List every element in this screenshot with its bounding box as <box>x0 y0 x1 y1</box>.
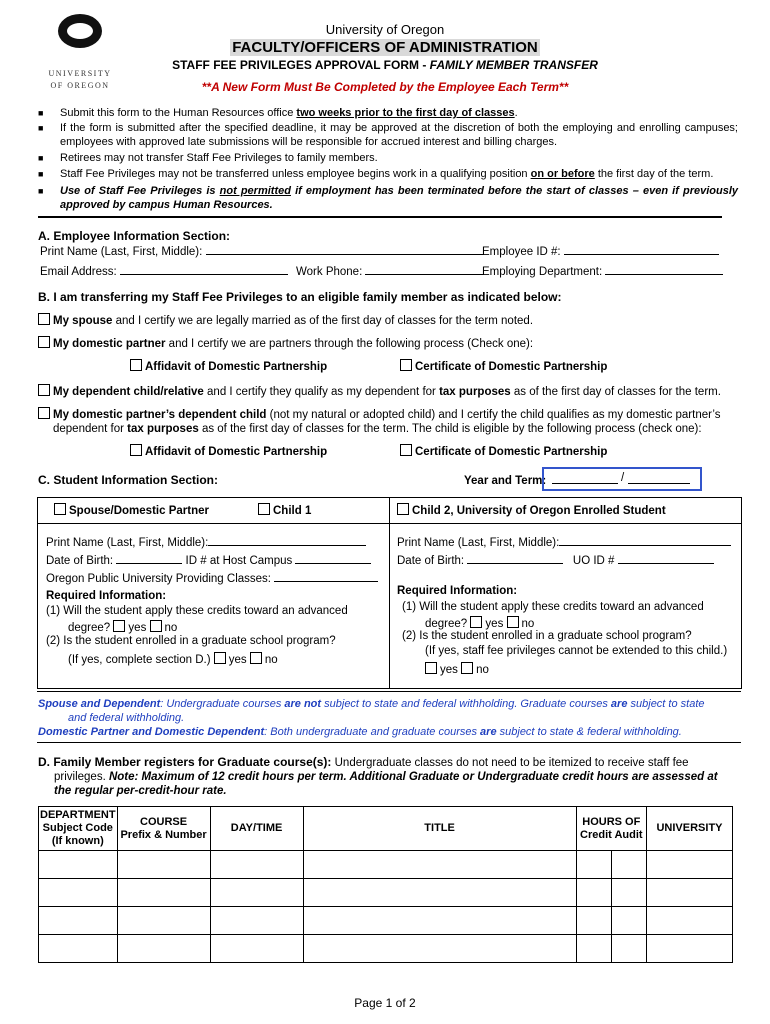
section-a-heading: A. Employee Information Section: <box>38 229 231 243</box>
dep-text2: as of the first day of classes for the term. <box>510 386 721 398</box>
child1-checkbox[interactable] <box>258 503 270 515</box>
left-q2-no-checkbox[interactable] <box>250 652 262 664</box>
left-q1: (1) Will the student apply these credits toward an advanced <box>46 605 348 617</box>
cell[interactable] <box>303 851 576 879</box>
year-term-label: Year and Term: <box>464 475 547 487</box>
d-text3: the regular per-credit-hour rate. <box>54 785 227 797</box>
left-print-name <box>46 537 366 549</box>
logo-line1: UNIVERSITY <box>48 69 112 78</box>
bullet-2: ■ If the form is submitted after the specified deadline, it may be approved at the discretion of both the employing and enrolling campuses; employees with approved late submissions will be responsible for accrued interest and billing charges. <box>38 122 738 148</box>
b1-bold: two weeks prior to the first day of classes <box>296 107 515 119</box>
left-required: Required Information: <box>46 590 167 602</box>
d-text2b: Note: Maximum of 12 credit hours per term. Additional Graduate or Undergraduate credit hours are assessed at <box>108 771 718 783</box>
year-term-input[interactable] <box>542 467 702 491</box>
cell[interactable] <box>39 935 118 963</box>
spouse-checkbox[interactable] <box>38 313 50 325</box>
w-l2: and federal withholding. <box>68 712 185 724</box>
university-name: University of Oregon <box>325 22 445 37</box>
bullet-5: ■ Use of Staff Fee Privileges is not permitted if employment has been terminated before the start of classes – even if previously approved by campus Human Resources. <box>38 185 739 211</box>
dp-certificate-label: Certificate of Domestic Partnership <box>415 361 608 373</box>
cell[interactable] <box>647 851 733 879</box>
subtitle-italic: FAMILY MEMBER TRANSFER <box>429 58 598 72</box>
spouse-text: and I certify we are legally married as of the first day of classes for the term noted. <box>112 315 534 327</box>
right-q2: (2) Is the student enrolled in a graduate school program? <box>402 630 692 642</box>
left-q2-no: no <box>264 654 278 666</box>
d-text2: privileges. <box>54 771 109 783</box>
left-q2-yes-checkbox[interactable] <box>214 652 226 664</box>
cell[interactable] <box>39 879 118 907</box>
right-dob <box>397 555 714 567</box>
cell[interactable] <box>647 907 733 935</box>
w-l3b: : Both undergraduate and graduate courses <box>264 726 481 738</box>
left-q1-yes: yes <box>128 622 147 634</box>
col-child2 <box>397 503 666 517</box>
table-row <box>39 879 733 907</box>
left-print-name-label: Print Name (Last, First, Middle): <box>46 537 209 549</box>
cell[interactable] <box>210 907 303 935</box>
dp-text: and I certify we are partners through the following process (Check one): <box>165 338 534 350</box>
child-affidavit-checkbox[interactable] <box>130 444 142 456</box>
dependent-checkbox[interactable] <box>38 384 50 396</box>
right-q1-answer <box>425 616 534 630</box>
right-q1-no: no <box>521 618 535 630</box>
th-university: UNIVERSITY <box>647 807 733 851</box>
col-spouse <box>54 503 209 517</box>
cell[interactable] <box>39 907 118 935</box>
cell[interactable] <box>611 851 646 879</box>
dp-child-checkbox[interactable] <box>38 407 50 419</box>
withholding-bottom-rule <box>37 742 741 743</box>
right-q1-yes: yes <box>485 618 504 630</box>
dep-bold2: tax purposes <box>439 386 511 398</box>
col-child1-label: Child 1 <box>273 505 312 517</box>
th-hours <box>576 807 646 851</box>
left-q1-no: no <box>164 622 178 634</box>
department-row <box>482 266 723 278</box>
page-title <box>0 39 770 56</box>
left-q1-degree: degree? <box>68 622 111 634</box>
dpc-bold: My domestic partner’s dependent child <box>53 409 267 421</box>
cell[interactable] <box>117 907 210 935</box>
right-q2-yes-checkbox[interactable] <box>425 662 437 674</box>
b2-text: If the form is submitted after the specified deadline, it may be approved at the discretion of both the employing and enrolling campuses; employees with approved late submissions will be responsible for accrued interest and billing charges. <box>60 122 738 148</box>
spouse-option <box>38 313 533 327</box>
child-certificate-label: Certificate of Domestic Partnership <box>415 446 608 458</box>
print-name-label: Print Name (Last, First, Middle): <box>40 246 203 258</box>
print-name-field[interactable] <box>206 254 484 255</box>
th-title: TITLE <box>303 807 576 851</box>
left-print-name-field[interactable] <box>208 545 366 546</box>
right-print-name-field[interactable] <box>559 545 731 546</box>
left-dob <box>46 555 371 567</box>
w-dp-dependent: Domestic Partner and Domestic Dependent <box>38 726 265 738</box>
th-dept-1: DEPARTMENT <box>40 809 116 821</box>
oregon-pub-row <box>46 573 378 585</box>
right-dob-label: Date of Birth: <box>397 555 465 567</box>
uo-id-field[interactable] <box>618 563 714 564</box>
th-course-1: COURSE <box>140 815 188 828</box>
cell[interactable] <box>117 851 210 879</box>
left-q2-note: (If yes, complete section D.) <box>68 654 211 666</box>
dpc-bold2: tax purposes <box>127 423 199 435</box>
left-q2: (2) Is the student enrolled in a graduate school program? <box>46 635 336 647</box>
right-print-name-label: Print Name (Last, First, Middle): <box>397 537 560 549</box>
cell[interactable] <box>576 907 611 935</box>
col-spouse-label: Spouse/Domestic Partner <box>69 505 209 517</box>
b5-pre: Use of Staff Fee Privileges is <box>60 185 220 197</box>
dpc-text2: dependent for <box>53 423 128 435</box>
print-name-row <box>40 246 484 258</box>
left-q2-answer <box>68 652 278 666</box>
right-required: Required Information: <box>397 585 518 597</box>
dp-affidavit-label: Affidavit of Domestic Partnership <box>145 361 328 373</box>
student-box-divider-h <box>37 523 741 524</box>
year-field[interactable] <box>552 483 618 484</box>
left-dob-label: Date of Birth: <box>46 555 114 567</box>
cell[interactable] <box>39 851 118 879</box>
cell[interactable] <box>611 907 646 935</box>
section-b-heading: B. I am transferring my Staff Fee Privileges to an eligible family member as indicated below: <box>38 290 562 304</box>
left-q1-yes-checkbox[interactable] <box>113 620 125 632</box>
b3-text: Retirees may not transfer Staff Fee Privileges to family members. <box>60 152 378 164</box>
spouse-bold: My spouse <box>53 315 113 327</box>
dp-certificate-checkbox[interactable] <box>400 359 412 371</box>
cell[interactable] <box>611 879 646 907</box>
section-d-heading: D. Family Member registers for Graduate course(s): <box>38 755 332 769</box>
table-row <box>39 935 733 963</box>
right-q2-answer <box>425 662 489 676</box>
b4-pre: Staff Fee Privileges may not be transferred unless employee begins work in a qualifying position <box>60 168 531 180</box>
th-dept-3: (If known) <box>51 835 104 847</box>
th-department <box>39 807 118 851</box>
child-affidavit-option <box>130 444 327 458</box>
email-label: Email Address: <box>40 266 117 278</box>
w-l3d: subject to state & federal withholding. <box>496 726 682 738</box>
child-certificate-checkbox[interactable] <box>400 444 412 456</box>
right-q2-no-checkbox[interactable] <box>461 662 473 674</box>
section-d-intro <box>38 755 738 798</box>
right-q1: (1) Will the student apply these credits toward an advanced <box>402 601 704 613</box>
dpc-text1: (not my natural or adopted child) and I certify the child qualifies as my domestic partner’s <box>266 409 721 421</box>
domestic-partner-option <box>38 336 533 350</box>
th-hours-2: Credit Audit <box>580 828 643 841</box>
dp-certificate-option <box>400 359 607 373</box>
email-field[interactable] <box>120 274 288 275</box>
left-dob-field[interactable] <box>116 563 182 564</box>
th-hours-1: HOURS OF <box>582 815 641 828</box>
b4-bold: on or before <box>530 168 595 180</box>
child-certificate-option <box>400 444 607 458</box>
cell[interactable] <box>576 935 611 963</box>
cell[interactable] <box>576 879 611 907</box>
b5-post: if employment has been terminated before the start of classes – even if previously approved by campus Human Resources. <box>60 185 739 211</box>
work-phone-field[interactable] <box>365 274 483 275</box>
cell[interactable] <box>210 935 303 963</box>
dpc-text3: as of the first day of classes for the term. The child is eligible by the following process (check one): <box>198 423 702 435</box>
dp-bold: My domestic partner <box>53 338 166 350</box>
w-are-2: are <box>480 726 497 738</box>
col-child1 <box>258 503 311 517</box>
right-print-name <box>397 537 731 549</box>
email-row <box>40 266 288 278</box>
w-l1f: subject to state <box>627 698 705 710</box>
right-q1-no-checkbox[interactable] <box>507 616 519 628</box>
oregon-pub-field[interactable] <box>274 581 378 582</box>
left-q2-yes: yes <box>228 654 247 666</box>
course-table <box>38 806 733 963</box>
table-row <box>39 907 733 935</box>
cell[interactable] <box>117 879 210 907</box>
cell[interactable] <box>210 879 303 907</box>
id-host-field[interactable] <box>295 563 371 564</box>
dep-text1: and I certify they qualify as my dependent for <box>203 386 440 398</box>
work-phone-label: Work Phone: <box>296 266 363 278</box>
department-field[interactable] <box>605 274 723 275</box>
cell[interactable] <box>303 907 576 935</box>
form-subtitle <box>0 58 770 72</box>
w-l1d: subject to state and federal withholding. Graduate courses <box>321 698 611 710</box>
w-l1b: : Undergraduate courses <box>160 698 285 710</box>
cell[interactable] <box>647 879 733 907</box>
oregon-pub-label: Oregon Public University Providing Classes: <box>46 573 271 585</box>
th-dept-2: Subject Code <box>42 822 113 834</box>
notice: **A New Form Must Be Completed by the Employee Each Term** <box>201 80 569 94</box>
right-q2-note: (If yes, staff fee privileges cannot be extended to this child.) <box>425 645 728 657</box>
right-dob-field[interactable] <box>467 563 563 564</box>
dp-affidavit-option <box>130 359 327 373</box>
withholding-top-rule <box>37 691 741 692</box>
dep-bold: My dependent child/relative <box>53 386 204 398</box>
th-course <box>117 807 210 851</box>
left-q1-no-checkbox[interactable] <box>150 620 162 632</box>
employee-id-label: Employee ID #: <box>482 246 561 258</box>
work-phone-row <box>296 266 483 278</box>
cell[interactable] <box>117 935 210 963</box>
left-q1-answer <box>68 620 177 634</box>
department-label: Employing Department: <box>482 266 603 278</box>
right-q1-degree: degree? <box>425 618 468 630</box>
cell[interactable] <box>576 851 611 879</box>
bullet-3: ■ Retirees may not transfer Staff Fee Privileges to family members. <box>38 151 738 165</box>
col-child2-label: Child 2, University of Oregon Enrolled Student <box>412 505 666 517</box>
course-table-header <box>39 807 733 851</box>
th-course-2: Prefix & Number <box>120 828 207 841</box>
b4-post: the first day of the term. <box>594 168 714 180</box>
right-q2-no: no <box>476 664 489 676</box>
cell[interactable] <box>210 851 303 879</box>
term-field[interactable] <box>628 483 690 484</box>
right-q2-yes: yes <box>440 664 458 676</box>
w-are-not: are not <box>284 698 322 710</box>
section-c-heading: C. Student Information Section: <box>38 473 218 487</box>
logo-line2: OF OREGON <box>50 81 110 90</box>
right-q1-yes-checkbox[interactable] <box>470 616 482 628</box>
title-text: FACULTY/OFFICERS OF ADMINISTRATION <box>232 39 538 56</box>
dependent-option <box>38 384 721 398</box>
employee-id-row <box>482 246 719 258</box>
id-host-label: ID # at Host Campus <box>185 555 293 567</box>
child2-checkbox[interactable] <box>397 503 409 515</box>
w-spouse-dependent: Spouse and Dependent <box>38 698 161 710</box>
d-text1: Undergraduate classes do not need to be itemized to receive staff fee <box>331 757 689 769</box>
employee-id-field[interactable] <box>564 254 719 255</box>
dp-child-option <box>38 407 728 436</box>
year-term-slash: / <box>621 472 625 484</box>
spouse-dp-checkbox[interactable] <box>54 503 66 515</box>
cell[interactable] <box>647 935 733 963</box>
bullet-1: ■ Submit this form to the Human Resources office two weeks prior to the first day of classes. <box>38 107 518 119</box>
b1-pre: Submit this form to the Human Resources office <box>60 107 297 119</box>
bullet-4: ■ Staff Fee Privileges may not be transferred unless employee begins work in a qualifying position on or before the first day of the term. <box>38 168 714 180</box>
dp-affidavit-checkbox[interactable] <box>130 359 142 371</box>
child-affidavit-label: Affidavit of Domestic Partnership <box>145 446 328 458</box>
page-number: Page 1 of 2 <box>354 996 416 1010</box>
cell[interactable] <box>303 935 576 963</box>
uo-id-label: UO ID # <box>572 555 615 567</box>
th-daytime: DAY/TIME <box>210 807 303 851</box>
subtitle-plain: STAFF FEE PRIVILEGES APPROVAL FORM - <box>172 58 430 72</box>
withholding-notes <box>38 697 743 739</box>
w-are-1: are <box>610 698 628 710</box>
table-row <box>39 851 733 879</box>
domestic-partner-checkbox[interactable] <box>38 336 50 348</box>
cell[interactable] <box>611 935 646 963</box>
student-box-divider-v <box>389 497 390 688</box>
divider-1 <box>38 216 722 218</box>
b5-underline: not permitted <box>219 185 291 197</box>
b1-post: . <box>514 107 518 119</box>
cell[interactable] <box>303 879 576 907</box>
